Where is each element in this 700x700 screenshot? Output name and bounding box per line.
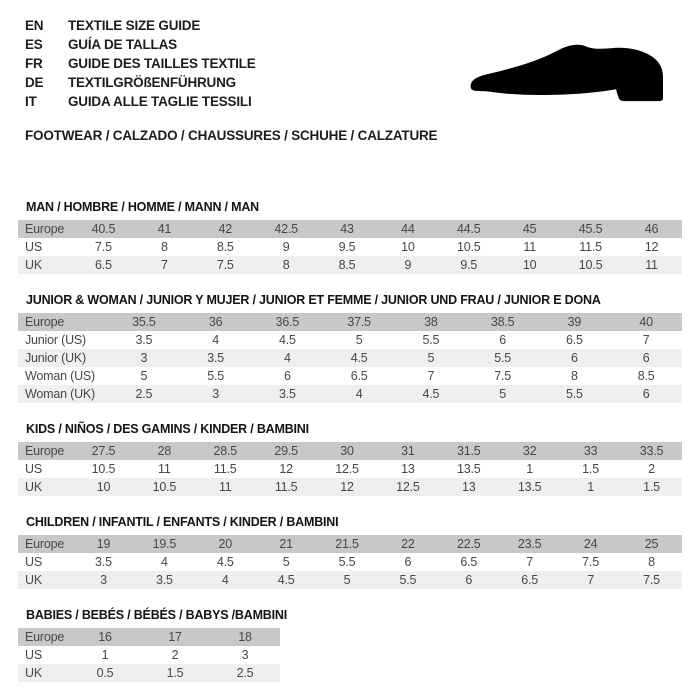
size-cell: 7 (427, 369, 435, 383)
size-table (18, 628, 280, 682)
size-cell: 5 (343, 573, 351, 587)
size-cell: 1.5 (582, 462, 599, 476)
size-cell: 13.5 (457, 462, 481, 476)
size-cell: 9.5 (338, 240, 356, 254)
size-cell: 10.5 (152, 480, 177, 494)
row-label: Woman (US) (25, 369, 96, 383)
size-cell: 18 (238, 630, 252, 644)
size-cell: 7.5 (216, 258, 234, 272)
size-cell: 33 (583, 444, 598, 458)
size-table-section (18, 516, 682, 589)
size-cell: 6 (283, 369, 291, 383)
size-cell: 30 (340, 444, 354, 458)
size-cell: 5.5 (422, 333, 440, 347)
size-cell: 44.5 (457, 222, 481, 236)
size-cell: 11 (218, 480, 232, 494)
size-cell: 4 (283, 351, 291, 365)
size-cell: 4.5 (422, 387, 440, 401)
size-tables (18, 201, 682, 682)
size-cell: 36 (208, 315, 223, 329)
size-cell: 10 (522, 258, 537, 272)
language-title: GUÍA DE TALLAS (68, 37, 177, 52)
size-cell: 22.5 (457, 537, 481, 551)
size-cell: 35.5 (132, 315, 156, 329)
size-cell: 22 (401, 537, 415, 551)
size-cell: 8 (160, 240, 168, 254)
size-cell: 11.5 (579, 240, 602, 254)
language-code: FR (25, 56, 43, 71)
size-cell: 38 (424, 315, 438, 329)
size-cell: 6 (499, 333, 506, 347)
size-cell: 5.5 (338, 555, 356, 569)
size-cell: 4 (160, 555, 168, 569)
size-cell: 0.5 (96, 666, 114, 680)
row-label: UK (25, 573, 42, 587)
language-title: TEXTILGRÖßENFÜHRUNG (68, 75, 236, 90)
row-label: Junior (UK) (25, 351, 87, 365)
size-cell: 2 (648, 462, 655, 476)
size-cell: 7 (642, 333, 650, 347)
size-cell: 1 (101, 648, 109, 662)
size-cell: 42 (218, 222, 232, 236)
guide-header (0, 0, 700, 144)
size-cell: 41 (157, 222, 172, 236)
size-cell: 27.5 (91, 444, 116, 458)
size-cell: 29.5 (274, 444, 298, 458)
size-cell: 19 (96, 537, 111, 551)
size-cell: 31 (401, 444, 415, 458)
size-cell: 11 (645, 258, 658, 272)
language-title: GUIDE DES TAILLES TEXTILE (68, 56, 256, 71)
table-row (18, 238, 682, 256)
size-table-section (18, 294, 682, 403)
size-table (18, 442, 682, 496)
size-cell: 1.5 (643, 480, 660, 494)
size-cell: 32 (522, 444, 537, 458)
size-cell: 9 (282, 240, 290, 254)
size-cell: 19.5 (152, 537, 177, 551)
size-cell: 12 (279, 462, 293, 476)
size-cell: 4 (212, 333, 219, 347)
size-cell: 45 (522, 222, 537, 236)
table-row (18, 478, 682, 496)
size-cell: 4.5 (350, 351, 368, 365)
row-label: Woman (UK) (25, 387, 96, 401)
size-cell: 6 (465, 573, 473, 587)
language-code: DE (25, 75, 44, 90)
size-cell: 12 (644, 240, 659, 254)
row-label: UK (25, 480, 42, 494)
size-cell: 10 (96, 480, 111, 494)
size-cell: 20 (218, 537, 232, 551)
size-cell: 42.5 (274, 222, 298, 236)
size-cell: 31.5 (457, 444, 481, 458)
row-label: UK (25, 666, 42, 680)
table-row (18, 646, 280, 664)
row-label: US (25, 555, 42, 569)
language-title: GUIDA ALLE TAGLIE TESSILI (68, 94, 252, 109)
size-cell: 33.5 (639, 444, 664, 458)
dress-shoe-icon (467, 42, 667, 107)
table-title: KIDS / NIÑOS / DES GAMINS / KINDER / BAMBINI (26, 422, 309, 436)
table-row (18, 442, 682, 460)
size-cell: 13.5 (517, 480, 542, 494)
language-code: EN (25, 18, 44, 33)
size-cell: 38.5 (490, 315, 515, 329)
size-cell: 5.5 (565, 387, 583, 401)
size-cell: 7.5 (494, 369, 512, 383)
size-cell: 7.5 (582, 555, 599, 569)
size-cell: 11 (523, 240, 536, 254)
size-cell: 11.5 (213, 462, 237, 476)
size-cell: 43 (340, 222, 354, 236)
size-cell: 6.5 (350, 369, 368, 383)
size-cell: 3.5 (135, 333, 153, 347)
size-cell: 6.5 (95, 258, 112, 272)
size-cell: 28 (157, 444, 172, 458)
size-cell: 8 (282, 258, 290, 272)
size-cell: 10.5 (578, 258, 603, 272)
size-cell: 5 (282, 555, 290, 569)
size-cell: 3 (212, 387, 219, 401)
size-cell: 5 (355, 333, 363, 347)
size-cell: 6.5 (460, 555, 478, 569)
size-cell: 7 (160, 258, 168, 272)
table-row (18, 313, 682, 331)
language-code: ES (25, 37, 43, 52)
size-cell: 3.5 (155, 573, 173, 587)
size-cell: 9 (404, 258, 412, 272)
table-title: BABIES / BEBÉS / BÉBÉS / BABYS /BAMBINI (26, 608, 287, 622)
size-cell: 37.5 (347, 315, 371, 329)
size-cell: 3.5 (95, 555, 112, 569)
size-cell: 7 (526, 555, 534, 569)
size-cell: 39 (567, 315, 582, 329)
size-cell: 4.5 (277, 573, 295, 587)
size-cell: 40 (639, 315, 653, 329)
size-cell: 10.5 (91, 462, 116, 476)
size-cell: 12.5 (335, 462, 359, 476)
size-cell: 8 (570, 369, 578, 383)
size-cell: 12 (340, 480, 354, 494)
size-cell: 36.5 (275, 315, 300, 329)
size-cell: 4.5 (278, 333, 296, 347)
table-row (18, 460, 682, 478)
size-cell: 6 (570, 351, 578, 365)
size-cell: 11.5 (274, 480, 298, 494)
table-row (18, 256, 682, 274)
language-title: TEXTILE SIZE GUIDE (68, 18, 201, 33)
size-cell: 21.5 (335, 537, 359, 551)
table-row (18, 553, 682, 571)
row-label: Europe (25, 222, 65, 236)
language-code: IT (25, 94, 37, 109)
table-row (18, 535, 682, 553)
row-label: UK (25, 258, 42, 272)
language-row (25, 16, 700, 35)
row-label: US (25, 648, 42, 662)
size-cell: 7.5 (95, 240, 112, 254)
size-cell: 8.5 (216, 240, 234, 254)
size-cell: 8.5 (637, 369, 655, 383)
row-label: Europe (25, 444, 65, 458)
table-title: CHILDREN / INFANTIL / ENFANTS / KINDER / BAMBINI (26, 515, 339, 529)
size-table (18, 220, 682, 274)
size-cell: 17 (168, 630, 182, 644)
size-cell: 25 (644, 537, 659, 551)
size-cell: 24 (583, 537, 598, 551)
table-row (18, 571, 682, 589)
size-cell: 1.5 (166, 666, 184, 680)
size-cell: 10.5 (457, 240, 481, 254)
size-cell: 2 (171, 648, 179, 662)
size-cell: 44 (401, 222, 415, 236)
size-cell: 5 (499, 387, 506, 401)
size-cell: 7 (587, 573, 594, 587)
size-cell: 9.5 (460, 258, 478, 272)
table-row (18, 385, 682, 403)
size-cell: 16 (98, 630, 112, 644)
size-cell: 8 (648, 555, 655, 569)
size-cell: 6 (642, 351, 650, 365)
size-table-section (18, 423, 682, 496)
size-cell: 23.5 (517, 537, 542, 551)
size-table-section (18, 201, 682, 274)
table-title: JUNIOR & WOMAN / JUNIOR Y MUJER / JUNIOR ET FEMME / JUNIOR UND FRAU / JUNIOR E DONA (26, 293, 601, 307)
size-cell: 10 (401, 240, 415, 254)
table-row (18, 220, 682, 238)
size-cell: 4 (221, 573, 229, 587)
table-row (18, 664, 280, 682)
row-label: Junior (US) (25, 333, 87, 347)
size-cell: 4 (355, 387, 363, 401)
size-cell: 21 (279, 537, 293, 551)
row-label: US (25, 462, 42, 476)
size-cell: 1 (526, 462, 534, 476)
category-line: FOOTWEAR / CALZADO / CHAUSSURES / SCHUHE / CALZATURE (25, 128, 438, 143)
row-label: Europe (25, 315, 65, 329)
size-cell: 6 (404, 555, 412, 569)
table-title: MAN / HOMBRE / HOMME / MANN / MAN (26, 200, 259, 214)
size-cell: 12.5 (396, 480, 420, 494)
size-cell: 46 (644, 222, 659, 236)
size-cell: 13 (401, 462, 415, 476)
size-cell: 3 (100, 573, 107, 587)
row-label: Europe (25, 630, 65, 644)
size-cell: 4.5 (216, 555, 234, 569)
size-cell: 6.5 (521, 573, 539, 587)
size-cell: 7.5 (643, 573, 660, 587)
size-cell: 11 (158, 462, 171, 476)
size-cell: 5.5 (207, 369, 225, 383)
table-row (18, 367, 682, 385)
size-cell: 2.5 (236, 666, 254, 680)
size-cell: 5.5 (494, 351, 512, 365)
size-cell: 5 (140, 369, 148, 383)
size-cell: 13 (462, 480, 476, 494)
table-row (18, 628, 280, 646)
size-cell: 6 (642, 387, 650, 401)
size-cell: 8.5 (338, 258, 356, 272)
size-cell: 5.5 (399, 573, 417, 587)
size-cell: 1 (587, 480, 594, 494)
table-row (18, 331, 682, 349)
size-cell: 6.5 (565, 333, 583, 347)
size-cell: 3 (140, 351, 148, 365)
size-cell: 40.5 (91, 222, 116, 236)
size-cell: 45.5 (578, 222, 603, 236)
size-cell: 28.5 (213, 444, 237, 458)
size-cell: 3 (241, 648, 249, 662)
size-cell: 2.5 (135, 387, 153, 401)
size-cell: 3.5 (207, 351, 225, 365)
size-table (18, 535, 682, 589)
size-table (18, 313, 682, 403)
row-label: US (25, 240, 42, 254)
table-row (18, 349, 682, 367)
size-cell: 3.5 (278, 387, 296, 401)
row-label: Europe (25, 537, 65, 551)
size-table-section (18, 609, 682, 682)
size-cell: 5 (427, 351, 435, 365)
